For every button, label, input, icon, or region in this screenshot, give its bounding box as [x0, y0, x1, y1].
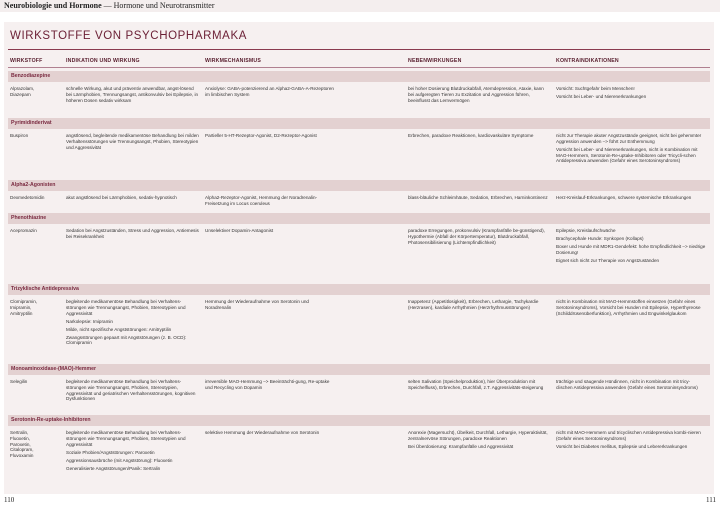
cell-paragraph: nicht in Kombination mit MAO-Hemmstoffen einsetzen (Gefahr eines Serotoninsyndroms), Vorsicht bei Hunden mit Epilepsie, Hyperthyreose (Schilddrüsenüberfunktion), Arrhythmien und Engwinkelglaukom	[556, 299, 701, 316]
cell-paragraph: angstlösend, begleitende medikamentöse Behandlung bei milden Verhaltensstörungen wie Trennungsangst, Phobien, Stereotypien und Aggressivität	[66, 133, 199, 150]
cell-contraindications	[556, 379, 706, 393]
drug-name: Dexmedetomidin	[10, 195, 45, 200]
cell-paragraph: begleitende medikamentöse Behandlung bei Verhaltens-störungen wie Trennungsangst, Phobien, Stereotypien, Aggressivität und geriatrischen Verhaltensstörungen, kognitiven Dysfunktionen	[66, 379, 196, 402]
cell-mechanism	[205, 133, 335, 141]
drug-name: Diazepam	[10, 91, 31, 97]
cell-paragraph: Anxiolyse: GABA-potenzierend an Alpha2-GABA-A-Rezeptoren im limbischen System	[205, 86, 334, 97]
cell-paragraph: Brachycephale Hunde: Synkopen (Kollaps)	[556, 235, 644, 241]
table-row	[8, 228, 710, 288]
cell-indication	[66, 133, 201, 153]
cell-paragraph: blass-bläuliche Schleimhäute, Sedation, Erbrechen, Harninkontinenz	[408, 195, 548, 200]
cell-drug	[10, 133, 62, 139]
cell-side-effects	[408, 228, 548, 248]
table-row	[8, 133, 710, 179]
drug-name: Fluoxetin,	[10, 435, 30, 441]
cell-paragraph: trächtige und säugende Hündinnen, nicht in Kombination mit tricy-clischen Antidepressiva anwenden (Gefahr eines Serotoninsyndroms)	[556, 379, 698, 390]
table-row	[8, 379, 710, 419]
table-row	[8, 299, 710, 368]
cell-paragraph: Zwangsstörungen gepaart mit Angststörungen (z. B. OCD): Clomipramin	[66, 334, 187, 346]
cell-drug	[10, 195, 62, 201]
cell-paragraph: Alpha2-Rezeptor-Agonist, Hemmung der Noradrenalin-Freisetzung im Locus coeruleus	[205, 195, 318, 206]
cell-contraindications	[556, 299, 706, 319]
page-number-left: 110	[4, 496, 15, 504]
cell-contraindications	[556, 195, 706, 203]
running-head-dash: —	[103, 1, 112, 10]
table-sheet	[4, 22, 714, 494]
cell-paragraph: akut angstlösend bei Lärmphobien, sedativ-hypnotisch	[66, 195, 177, 200]
cell-paragraph: schnelle Wirkung, akut und präventiv anwendbar, angst-lösend bei Lärmphobien, Trennungsangst, antikonvulsiv bei Epilepsie, in höheren Dosen sedativ wirksam	[66, 86, 199, 103]
cell-mechanism	[205, 299, 335, 313]
title-divider	[8, 49, 710, 50]
cell-paragraph: Partieller 5-HT-Rezeptor-Agonist, D2-Rezeptor-Agonist	[205, 133, 317, 138]
header-divider	[8, 67, 710, 68]
cell-paragraph: begleitende medikamentöse Behandlung bei Verhaltens-störungen wie Trennungsangst, Phobien, Stereotypien und Aggressivität	[66, 430, 186, 447]
group-heading: Monoaminoxidase-(MAO)-Hemmer	[8, 364, 710, 375]
cell-paragraph: Vorsicht bei Leber- und Nierenerkrankungen, nicht in Kombination mit MAO-Hemmern, Serotonin-Re-uptake-Inhibitoren oder Tricycli-schen Antidepressiva anwenden (Gefahr eines Serotoninsyndroms)	[556, 146, 698, 164]
drug-name: Alprazolam,	[10, 86, 35, 91]
cell-paragraph: selten Salivation (Speichelproduktion), hier Überproduktion mit Speichelfluss), Erbrechen, Durchfall, z.T. Aggressivitäts-steigerung	[408, 379, 544, 390]
cell-paragraph: Milde, nicht spezifische Angststörungen: Amitryptilin	[66, 326, 172, 332]
cell-side-effects	[408, 430, 548, 452]
running-head-chapter: Hormone und Neurotransmitter	[113, 1, 215, 10]
cell-paragraph: Eignet sich nicht zur Therapie von Angstzuständen	[556, 257, 660, 263]
group-heading: Pyrimidinderivat	[8, 118, 710, 129]
group-heading: Trizyklische Antidepressiva	[8, 284, 710, 295]
column-header-side-effects: NEBENWIRKUNGEN	[408, 58, 462, 64]
cell-drug	[10, 299, 62, 316]
drug-name: Sertralin,	[10, 430, 29, 435]
cell-paragraph: Generalisierte Angststörungen/Panik: Sertralin	[66, 465, 161, 471]
cell-paragraph: Narkolepsie: Imipramin	[66, 318, 113, 324]
cell-indication	[66, 430, 201, 474]
cell-contraindications	[556, 133, 706, 166]
cell-paragraph: Anorexie (Magersucht), Übelkeit, Durchfall, Lethargie, Hyperaktivität, zentralnervöse Störungen, paradoxe Reaktionen	[408, 430, 548, 441]
cell-paragraph: paradoxe Erregungen, prokonvulsiv (Krampfanfälle be-günstigend), Hypothermie (Abfall der Körpertemperatur), Blutdruckabfall, Photosensibilisierung (Lichtempfindlichkeit)	[408, 228, 545, 245]
page-title: WIRKSTOFFE VON PSYCHOPHARMAKA	[10, 30, 247, 42]
group-heading: Serotonin-Re-uptake-Inhibitoren	[8, 415, 710, 426]
cell-paragraph: Unselektiver Dopamin-Antagonist	[205, 228, 274, 233]
cell-paragraph: Vorsicht bei Diabetes mellitus, Epilepsie und Lebererkrankungen	[556, 443, 688, 449]
cell-drug	[10, 379, 62, 385]
column-header-drug: WIRKSTOFF	[10, 58, 43, 64]
cell-contraindications	[556, 430, 706, 452]
cell-paragraph: Erbrechen, paradoxe Reaktionen, kardiovaskuläre Symptome	[408, 133, 534, 138]
cell-paragraph: begleitende medikamentöse Behandlung bei Verhaltens-störungen wie Trennungsangst, Phobien, Stereotypien und Aggressivität	[66, 299, 186, 316]
drug-name: Acepromazin	[10, 228, 37, 233]
cell-mechanism	[205, 195, 335, 209]
drug-name: Citalopram,	[10, 447, 34, 453]
column-header-contraindications: KONTRAINDIKATIONEN	[556, 58, 619, 64]
cell-paragraph: Bei Überdosierung: Krampfanfälle und Aggressivität	[408, 443, 514, 449]
cell-mechanism	[205, 228, 335, 236]
page-number-right: 111	[706, 496, 716, 504]
cell-indication	[66, 228, 201, 242]
cell-drug	[10, 228, 62, 234]
group-heading: Alpha2-Agonisten	[8, 180, 710, 191]
group-heading: Benzodiazepine	[8, 71, 710, 82]
cell-indication	[66, 86, 201, 106]
cell-mechanism	[205, 379, 335, 393]
drug-name: Selegilin	[10, 379, 28, 384]
cell-paragraph: bei hoher Dosierung Blutdruckabfall, Atemdepression, Ataxie, kann bei aufgeregten Tieren zu Exzitation und Aggression führen, beeinflusst das Lernvermögen	[408, 86, 544, 103]
running-head-book: Neurobiologie und Hormone	[4, 1, 102, 10]
cell-paragraph: Hemmung der Wiederaufnahme von Serotonin und Noradrenalin	[205, 299, 309, 310]
cell-paragraph: Boxer und Hunde mit MDR1-Gendefekt: hohe Empfindlichkeit –> niedrige Dosierung!	[556, 243, 706, 255]
cell-paragraph: selektive Hemmung der Wiederaufnahme von Serotonin	[205, 430, 320, 435]
group-heading: Phenothiazine	[8, 213, 710, 224]
cell-paragraph: Vorsicht bei Leber- und Nierenerkrankungen	[556, 93, 647, 99]
cell-side-effects	[408, 379, 548, 393]
cell-indication	[66, 379, 201, 404]
cell-contraindications	[556, 228, 706, 266]
cell-paragraph: irreversible MAO-Hemmung –> Beeinträchti-gung, Re-uptake und Recycling von Dopamin	[205, 379, 330, 390]
drug-name: Clomipramin,	[10, 299, 38, 304]
cell-indication	[66, 195, 201, 203]
drug-name: Fluvoxamin	[10, 453, 34, 459]
cell-side-effects	[408, 86, 548, 106]
cell-paragraph: nicht mit MAO-Hemmern und tricyclischen Antidepressiva kombi-nieren (Gefahr eines Serotoninsyndroms)	[556, 430, 701, 441]
drug-name: Buspiron	[10, 133, 29, 138]
cell-contraindications	[556, 86, 706, 102]
table-row	[8, 430, 710, 500]
table-row	[8, 86, 710, 118]
cell-drug	[10, 430, 62, 459]
column-header-indication: INDIKATION UND WIRKUNG	[66, 58, 140, 64]
cell-paragraph: Herz-Kreislauf-Erkrankungen, schwere systemische Erkrankungen	[556, 195, 692, 200]
drug-name: Imipramin,	[10, 304, 32, 310]
cell-mechanism	[205, 430, 335, 438]
cell-mechanism	[205, 86, 335, 100]
running-head	[0, 0, 720, 12]
cell-paragraph: Aggressionsausbrüche (mit Angststörung): Fluoxetin	[66, 457, 173, 463]
cell-paragraph: Vorsicht: Suchtgefahr beim Menschen!	[556, 86, 635, 91]
drug-name: Paroxetin,	[10, 441, 31, 447]
cell-paragraph: Sedation bei Angstzuständen, Stress und Aggression, Antiemesis bei Reisekrankheit	[66, 228, 199, 239]
drug-name: Amitryptilin	[10, 310, 33, 316]
cell-indication	[66, 299, 201, 348]
cell-paragraph: Soziale Phobien/Angststörungen: Paroxetin	[66, 449, 155, 455]
column-header-mechanism: WIRKMECHANISMUS	[205, 58, 262, 64]
cell-paragraph: Epilepsie, Kreislaufschwäche	[556, 228, 616, 233]
cell-paragraph: Inappetenz (Appetitlosigkeit), Erbrechen, Lethargie, Tachykardie (Herzrasen), kardiale Arrhythmien (Herzrhythmusstörungen)	[408, 299, 539, 310]
cell-side-effects	[408, 133, 548, 141]
cell-drug	[10, 86, 62, 98]
cell-side-effects	[408, 299, 548, 313]
cell-side-effects	[408, 195, 548, 203]
cell-paragraph: nicht zur Therapie akuter Angstzustände geeignet, nicht bei gehemmter Aggression anwenden –> führt zur Enthemmung	[556, 133, 702, 144]
